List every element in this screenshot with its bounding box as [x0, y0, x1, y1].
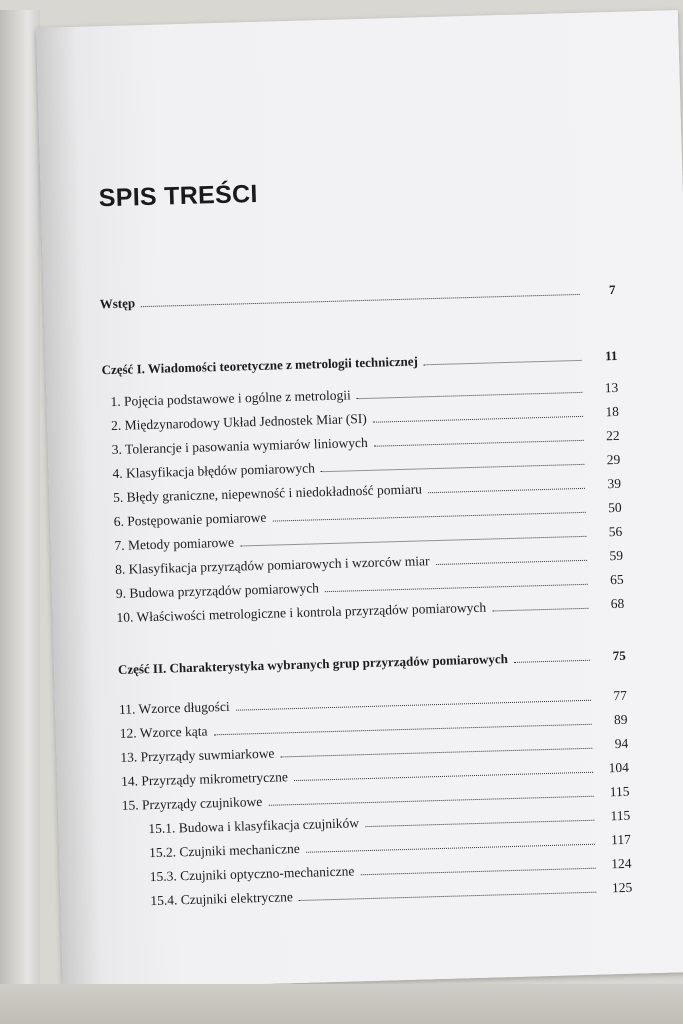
toc-entry-label: 7. Metody pomiarowe [114, 534, 235, 554]
toc-entry-label: Wstęp [99, 295, 136, 312]
toc-entry-label: 6. Postępowanie pomiarowe [113, 509, 267, 530]
toc-entry [100, 282, 616, 312]
toc-entry-page: 56 [608, 523, 623, 540]
toc-entry-label: 15.4. Czujniki elektryczne [150, 889, 294, 909]
toc-entry-page: 18 [605, 403, 620, 420]
page-title: SPIS TREŚCI [98, 179, 259, 213]
dot-leader [236, 700, 591, 711]
dot-leader [436, 560, 587, 565]
toc-entry-label: 13. Przyrządy suwmiarkowe [120, 745, 275, 765]
table-surface [0, 984, 683, 1024]
toc-entry-label: 15.3. Czujniki optyczno-mechaniczne [149, 863, 355, 885]
toc-entry-label: 15.1. Budowa i klasyfikacja czujników [148, 815, 360, 837]
toc-entry-page: 22 [605, 427, 620, 444]
toc-entry-page: 115 [610, 807, 631, 824]
toc-entry-label: Część I. Wiadomości teoretyczne z metrologii technicznej [101, 353, 419, 378]
toc-entry-page: 77 [613, 687, 628, 704]
toc-entry-label: 15. Przyrządy czujnikowe [121, 793, 263, 813]
toc-entry-page: 75 [612, 647, 626, 664]
dot-leader [299, 892, 596, 901]
dot-leader [424, 360, 582, 365]
dot-leader [373, 416, 583, 423]
toc-entry [116, 596, 624, 626]
dot-leader [325, 584, 588, 592]
toc-entry-label: 4. Klasyfikacja błędów pomiarowych [112, 460, 316, 482]
toc-entry-label: 11. Wzorce długości [118, 698, 230, 717]
toc-entry-label: 15.2. Czujniki mechaniczne [148, 840, 300, 861]
toc-entry-label: 2. Międzynarodowy Układ Jednostek Miar (SI) [110, 410, 367, 434]
toc-entry-label: 3. Tolerancje i pasowania wymiarów liniowych [111, 434, 368, 458]
dot-leader [374, 440, 584, 447]
toc-entry-page: 124 [611, 855, 632, 872]
table-of-contents [36, 10, 683, 990]
toc-entry-page: 117 [610, 831, 632, 848]
dot-leader [272, 512, 585, 522]
toc-entry-label: Część II. Charakterystyka wybranych grup przyrządów pomiarowych [117, 651, 509, 677]
toc-entry-page: 13 [604, 379, 619, 396]
dot-leader [492, 608, 588, 612]
dot-leader [428, 488, 585, 493]
left-page-edge [0, 10, 40, 1010]
dot-leader [214, 724, 592, 736]
toc-entry-label: 14. Przyrządy mikrometryczne [120, 769, 289, 789]
toc-entry-label: 5. Błędy graniczne, niepewność i niedokładność pomiaru [112, 481, 423, 506]
toc-entry [150, 880, 632, 909]
toc-entry-page: 7 [608, 281, 616, 298]
dot-leader [321, 464, 584, 472]
dot-leader [240, 536, 586, 547]
toc-entry-page: 68 [610, 595, 625, 612]
dot-leader [365, 820, 594, 827]
toc-entry-page: 125 [611, 879, 633, 896]
dot-leader [268, 796, 593, 806]
toc-entry-label: 9. Budowa przyrządów pomiarowych [115, 580, 320, 601]
dot-leader [357, 392, 583, 399]
dot-leader [514, 660, 590, 663]
toc-entry-page: 65 [609, 571, 624, 588]
toc-entry-page: 115 [609, 783, 630, 800]
toc-entry [118, 648, 626, 678]
toc-entry [101, 348, 617, 378]
dot-leader [306, 844, 595, 853]
dot-leader [360, 868, 595, 876]
dot-leader [141, 294, 579, 307]
toc-entry-page: 94 [614, 735, 629, 752]
dot-leader [281, 748, 593, 758]
toc-entry-label: 8. Klasyfikacja przyrządów pomiarowych i wzorców miar [114, 553, 430, 577]
book-page [36, 10, 683, 990]
dot-leader [294, 772, 593, 781]
toc-entry-page: 29 [606, 451, 621, 468]
toc-entry-label: 12. Wzorce kąta [119, 723, 208, 741]
toc-entry-label: 10. Właściwości metrologiczne i kontrola przyrządów pomiarowych [116, 599, 487, 625]
toc-entry-page: 89 [613, 711, 628, 728]
toc-entry-label: 1. Pojęcia podstawowe i ogólne z metrologii [110, 387, 351, 410]
toc-entry-page: 104 [608, 759, 630, 776]
toc-entry-page: 50 [607, 499, 622, 516]
toc-entry-page: 39 [607, 475, 622, 492]
toc-entry-page: 59 [609, 547, 624, 564]
toc-entry-page: 11 [604, 347, 618, 364]
